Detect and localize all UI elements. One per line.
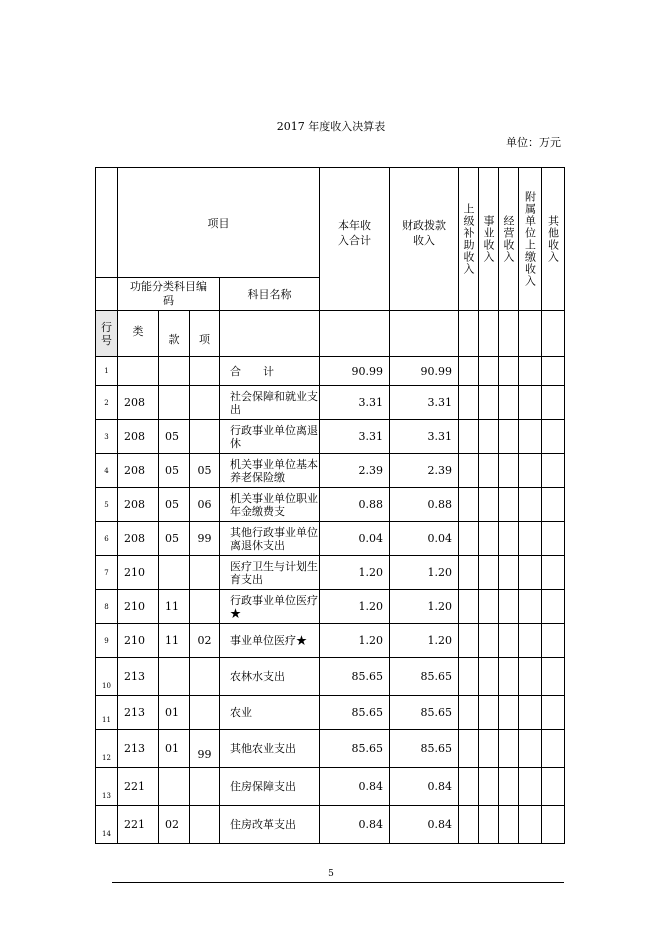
table-row: 14 221 02 住房改革支出 0.84 0.84 (96, 806, 565, 844)
header-affiliated: 附属单位上缴收入 (519, 168, 542, 311)
header-other: 其他收入 (542, 168, 565, 311)
table-row: 8 210 11 行政事业单位医疗★ 1.20 1.20 (96, 590, 565, 624)
footer-divider (112, 882, 564, 883)
income-final-accounts-table (95, 167, 565, 844)
table-row: 6 208 05 99 其他行政事业单位离退休支出 0.04 0.04 (96, 522, 565, 556)
table-row: 1 合 计 90.99 90.99 (96, 357, 565, 386)
header-business: 事业收入 (479, 168, 499, 311)
table-row: 5 208 05 06 机关事业单位职业年金缴费支 0.88 0.88 (96, 488, 565, 522)
header-superior: 上级补助收入 (459, 168, 479, 311)
header-subject-name: 科目名称 (220, 278, 320, 311)
document-title: 2017 年度收入决算表 (276, 120, 386, 133)
header-fiscal: 财政拨款收入 (390, 168, 459, 311)
table-row: 10 213 农林水支出 85.65 85.65 (96, 658, 565, 696)
header-kuan: 款 (159, 311, 190, 357)
table-row: 12 213 01 99 其他农业支出 85.65 85.65 (96, 730, 565, 768)
unit-label: 单位：万元 (506, 136, 561, 149)
header-row-1 (96, 168, 565, 278)
page-number: 5 (328, 869, 334, 879)
header-xiang: 项 (190, 311, 220, 357)
header-lei: 类 (118, 311, 159, 357)
table-row: 11 213 01 农业 85.65 85.65 (96, 696, 565, 730)
table-row: 7 210 医疗卫生与计划生育支出 1.20 1.20 (96, 556, 565, 590)
table-row: 9 210 11 02 事业单位医疗★ 1.20 1.20 (96, 624, 565, 658)
header-item: 项目 (118, 168, 320, 278)
header-row-3 (96, 311, 565, 357)
header-row-number: 行号 (96, 311, 118, 357)
table-row: 3 208 05 行政事业单位离退休 3.31 3.31 (96, 420, 565, 454)
table-row: 2 208 社会保障和就业支出 3.31 3.31 (96, 386, 565, 420)
header-total: 本年收入合计 (320, 168, 390, 311)
header-operating: 经营收入 (499, 168, 519, 311)
header-blank-cell (96, 168, 118, 278)
header-blank-cell-2 (96, 278, 118, 311)
header-func-code: 功能分类科目编码 (118, 278, 220, 311)
table-row: 4 208 05 05 机关事业单位基本养老保险缴 2.39 2.39 (96, 454, 565, 488)
table-row: 13 221 住房保障支出 0.84 0.84 (96, 768, 565, 806)
